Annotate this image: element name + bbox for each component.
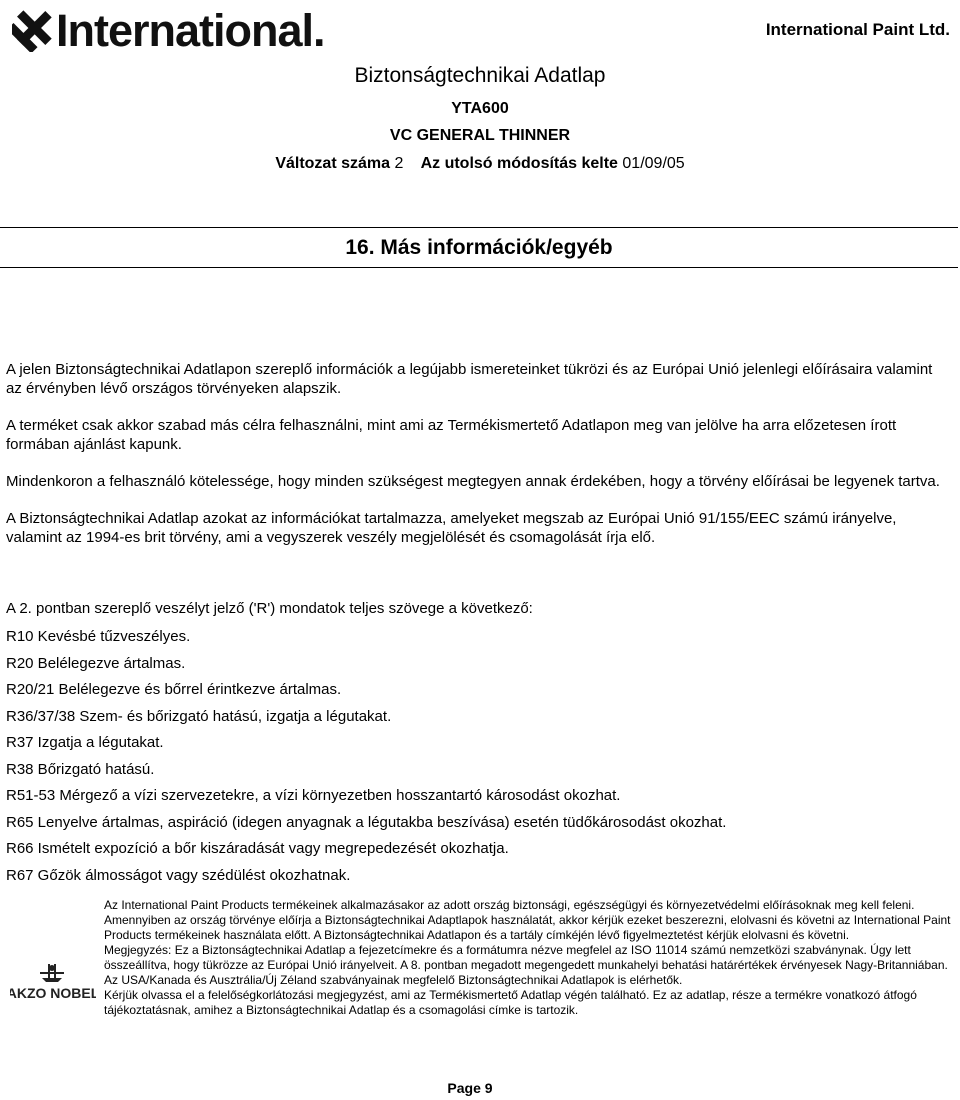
risk-phrase: R65 Lenyelve ártalmas, aspiráció (idegen anyagnak a légutakba beszívása) esetén tüdőkárosodást okozhat. <box>6 813 727 831</box>
paragraph: A Biztonságtechnikai Adatlap azokat az információkat tartalmazza, amelyeket megszab az Európai Unió 91/155/EEC számú irányelve, valamint az 1994-es brit törvény, ami a vegyszerek veszély megjelölését és csomagolását írja elő. <box>6 510 897 546</box>
risk-phrase: R66 Ismételt expozíció a bőr kiszáradását vagy megrepedezését okozhatja. <box>6 840 509 857</box>
page-number: Page 9 <box>447 1080 493 1096</box>
footer-note: Az International Paint Products termékeinek alkalmazásakor az adott ország biztonsági, egészségügyi és környezetvédelmi előírásoknak meg kell feleni. <box>104 898 915 912</box>
svg-text:International.: International. <box>56 5 325 52</box>
version-value: 2 <box>394 155 404 172</box>
footer-note: Megjegyzés: Ez a Biztonságtechnikai Adatlap a fejezetcímekre és a formátumra nézve megfelel az ISO 11014 számú nemzetközi szabványnak. Úgy lett összeállítva, hogy tükrözze az Európai Unió irányelveit. A 8. pontban megadott megengedett munkahelyi behatási határértékek érvényesek Nagy-Britanniában. Az USA/Kanada és Ausztrália/Új Zéland szabványainak megfelelő Biztonságtechnikai Adatlapok is elérhetők. <box>104 943 948 987</box>
phrases-intro: A 2. pontban szereplő veszélyt jelző ('R') mondatok teljes szövege a következő: <box>6 600 533 617</box>
product-code: YTA600 <box>451 100 509 117</box>
document-title: Biztonságtechnikai Adatlap <box>354 64 606 87</box>
product-name: VC GENERAL THINNER <box>389 127 571 144</box>
risk-phrase: R51-53 Mérgező a vízi szervezetekre, a vízi környezetben hosszantartó károsodást okozhat. <box>6 787 621 804</box>
body-text <box>6 360 946 565</box>
company-name: International Paint Ltd. <box>765 20 950 39</box>
risk-phrase: R38 Bőrizgató hatású. <box>6 760 155 778</box>
risk-phrase: R67 Gőzök álmosságot vagy szédülést okozhatnak. <box>6 866 351 884</box>
section-heading <box>0 227 958 268</box>
revision-label: Az utolsó módosítás kelte <box>420 155 618 172</box>
version-row <box>0 155 960 173</box>
footer-note: Kérjük olvassa el a felelőségkorlátozási megjegyzést, ami az Termékismertető Adatlap végén található. Ez az adatlap, része a termékre vonatkozó átfogó tájékoztatásnak, amihez a Biztonságtechnikai Adatlap és a csomagolási címke is tartozik. <box>104 988 917 1017</box>
akzo-nobel-logo <box>10 962 96 1002</box>
paragraph: A terméket csak akkor szabad más célra felhasználni, mint ami az Termékismertető Adatlapon meg van jelölve ha arra előzetesen írott formában ajánlást kapunk. <box>6 417 897 453</box>
international-logo <box>12 4 342 52</box>
risk-phrase: R20/21 Belélegezve és bőrrel érintkezve ártalmas. <box>6 681 342 698</box>
svg-text:AKZO NOBEL: AKZO NOBEL <box>10 985 96 1001</box>
risk-phrase: R36/37/38 Szem- és bőrizgató hatású, izgatja a légutakat. <box>6 707 392 725</box>
version-label: Változat száma <box>275 155 391 172</box>
revision-value: 01/09/05 <box>622 155 685 172</box>
footer-note: Amennyiben az ország törvénye előírja a Biztonságtechnikai Adaptlapok használatát, akkor kérjük ezeket beszerezni, elolvasni és követni az International Paint Products termékeinek használata előtt. A Biztonságtechnikai Adatlapon és a tartály címkéjén lévő figyelmeztetést kérjük elolvasni és követni. <box>104 913 951 942</box>
risk-phrase: R10 Kevésbé tűzveszélyes. <box>6 628 191 645</box>
paragraph: Mindenkoron a felhasználó kötelessége, hogy minden szükségest megtegyen annak érdekében, hogy a törvény előírásai be legyenek tartva. <box>6 473 940 490</box>
risk-phrase: R20 Belélegezve ártalmas. <box>6 654 186 672</box>
paragraph: A jelen Biztonságtechnikai Adatlapon szereplő információk a legújabb ismereteinket tükrözi és az Európai Unió jelenlegi előírásaira valamint az érvényben lévő országos törvényeken alapszik. <box>6 361 933 397</box>
section-title: 16. Más információk/egyéb <box>345 235 613 259</box>
footer-notes <box>104 898 954 1018</box>
risk-phrase: R37 Izgatja a légutakat. <box>6 734 164 751</box>
risk-phrases-list <box>6 628 946 893</box>
